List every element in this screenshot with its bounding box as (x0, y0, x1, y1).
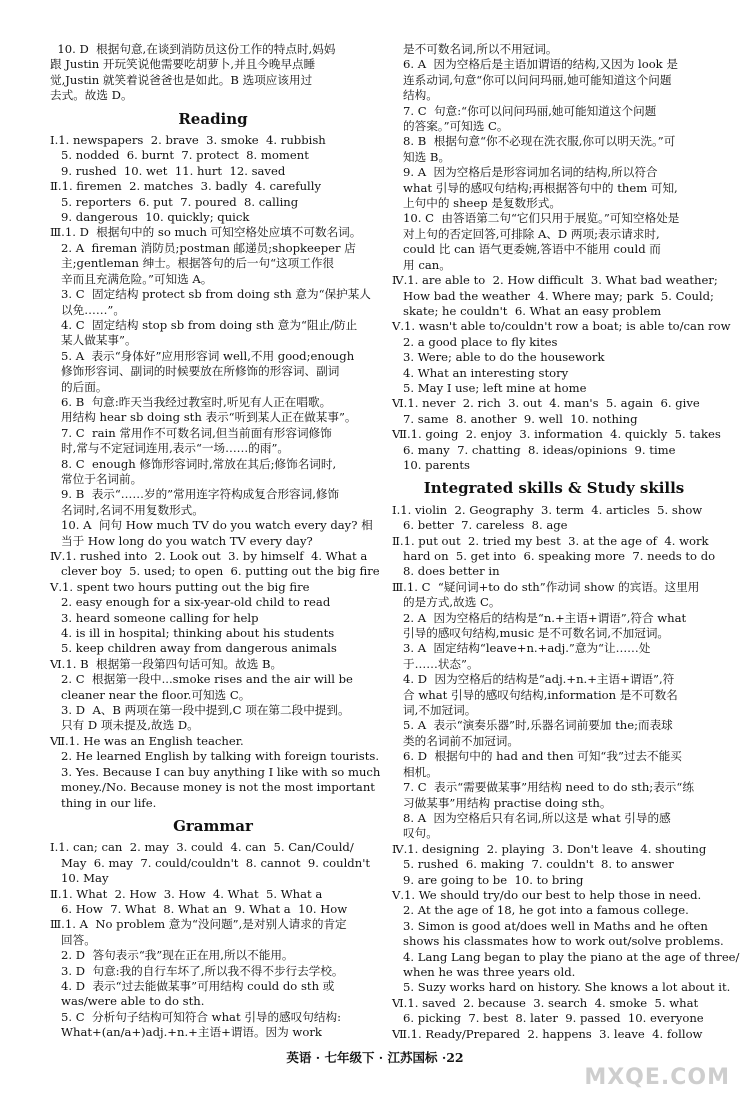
answer-line: what 引导的感叹句结构;再根据答句中的 them 可知, (392, 180, 678, 195)
answer-line: Ⅲ.1. C “疑问词+to do sth”作动词 show 的宾语。这里用 (392, 579, 700, 594)
answer-line: 2. A fireman 消防员;postman 邮递员;shopkeeper 店 (50, 240, 356, 255)
answer-line: shows his classmates how to work out/solve problems. (392, 934, 724, 949)
answer-line: Ⅵ.1. never 2. rich 3. out 4. man's 5. again 6. give (392, 396, 700, 411)
answer-line: 5. A 表示“演奏乐器”时,乐器名词前要加 the;而表球 (392, 718, 673, 733)
answer-line: 是不可数名词,所以不用冠词。 (392, 42, 558, 56)
answer-line: 修饰形容词、副词的时候要放在所修饰的形容词、副词 (50, 364, 340, 379)
answer-line: 词,不加冠词。 (392, 703, 477, 718)
left-column (50, 42, 381, 1041)
answer-line: 5. Suzy works hard on history. She knows a lot about it. (392, 980, 731, 995)
answer-line: could 比 can 语气更委婉,答语中不能用 could 而 (392, 242, 661, 257)
answer-line: 觉,Justin 就笑着说爸爸也是如此。B 选项应该用过 (50, 72, 313, 87)
answer-line: 5. keep children away from dangerous animals (50, 641, 337, 656)
answer-line: 结构。 (392, 88, 438, 103)
answer-line: 6. A 因为空格后是主语加谓语的结构,又因为 look 是 (392, 57, 678, 72)
answer-line: 3. heard someone calling for help (50, 610, 259, 625)
answer-line: 合 what 引导的感叹句结构,information 是不可数名 (392, 687, 678, 702)
answer-line: clever boy 5. used; to open 6. putting out the big fire (50, 564, 380, 579)
answer-line: 9. dangerous 10. quickly; quick (50, 210, 250, 225)
answer-line: when he was three years old. (392, 964, 576, 979)
answer-line: 8. C enough 修饰形容词时,常放在其后;修饰名词时, (50, 456, 337, 471)
answer-line: 名词时,名词不用复数形式。 (50, 502, 204, 517)
answer-line: 6. many 7. chatting 8. ideas/opinions 9. time (392, 442, 676, 457)
answer-line: 6. B 句意:昨天当我经过教室时,听见有人正在唱歌。 (50, 394, 332, 409)
answer-line: May 6. may 7. could/couldn't 8. cannot 9. couldn't (50, 855, 371, 870)
answer-line: 6. D 根据句中的 had and then 可知“我”过去不能买 (392, 749, 682, 764)
answer-line: 习做某事”用结构 practise doing sth。 (392, 795, 612, 810)
answer-line: How bad the weather 4. Where may; park 5. Could; (392, 288, 714, 303)
answer-line: Ⅴ.1. wasn't able to/couldn't row a boat; is able to/can row (392, 319, 731, 334)
answer-line: 3. D A、B 两项在第一段中提到,C 项在第二段中提到。 (50, 703, 350, 718)
answer-line: Ⅰ.1. violin 2. Geography 3. term 4. articles 5. show (392, 502, 703, 517)
answer-line: 的后面。 (50, 379, 108, 394)
answer-line: Ⅱ.1. What 2. How 3. How 4. What 5. What a (50, 886, 323, 901)
answer-line: Ⅴ.1. We should try/do our best to help those in need. (392, 887, 702, 902)
answer-line: 8. B 根据句意“你不必现在洗衣服,你可以明天洗。”可 (392, 134, 676, 149)
answer-line: 10. May (50, 871, 109, 886)
answer-line: 5. C 分析句子结构可知符合 what 引导的感叹句结构: (50, 1009, 341, 1024)
answer-line: 用 can。 (392, 257, 451, 272)
answer-line: 辛而且充满危险。”可知选 A。 (50, 271, 213, 286)
answer-line: 2. He learned English by talking with foreign tourists. (50, 749, 380, 764)
answer-line: 当于 How long do you watch TV every day? (50, 533, 313, 548)
answer-line: 5. A 表示“身体好”应用形容词 well,不用 good;enough (50, 348, 355, 363)
answer-line: 7. same 8. another 9. well 10. nothing (392, 411, 638, 426)
answer-line: 9. A 因为空格后是形容词加名词的结构,所以符合 (392, 165, 658, 180)
answer-line: What+(an/a+)adj.+n.+主语+谓语。因为 work (50, 1025, 322, 1040)
answer-line: 连系动词,句意“你可以问问玛丽,她可能知道这个问题 (392, 72, 672, 87)
answer-line: 知选 B。 (392, 149, 451, 164)
answer-line: 常位于名词前。 (50, 471, 143, 486)
answer-line: 7. C 表示“需要做某事”用结构 need to do sth;表示“练 (392, 780, 694, 795)
answer-line: 4. D 表示“过去能做某事”可用结构 could do sth 或 (50, 978, 335, 993)
answer-line: 10. C 由答语第二句“它们只用于展览。”可知空格处是 (392, 211, 680, 226)
answer-line: Ⅵ.1. saved 2. because 3. search 4. smoke 5. what (392, 995, 699, 1010)
answer-line: 5. nodded 6. burnt 7. protect 8. moment (50, 148, 309, 163)
answer-line: 2. easy enough for a six-year-old child to read (50, 595, 331, 610)
answer-line: Ⅰ.1. can; can 2. may 3. could 4. can 5. Can/Could/ (50, 840, 354, 855)
answer-line: 时,常与不定冠词连用,表示“一场……的雨”。 (50, 441, 289, 456)
answer-line: hard on 5. get into 6. speaking more 7. needs to do (392, 549, 716, 563)
answer-line: 9. rushed 10. wet 11. hurt 12. saved (50, 163, 286, 178)
answer-line: 4. D 因为空格后的结构是“adj.+n.+主语+谓语”,符 (392, 672, 675, 687)
answer-line: 去式。故选 D。 (50, 88, 133, 103)
answer-line: 上句中的 sheep 是复数形式。 (392, 196, 561, 211)
answer-line: skate; he couldn't 6. What an easy problem (392, 303, 662, 318)
answer-line: thing in our life. (50, 795, 157, 810)
answer-line: Ⅰ.1. newspapers 2. brave 3. smoke 4. rubbish (50, 133, 326, 148)
answer-line: 2. At the age of 18, he got into a famous college. (392, 903, 689, 918)
grammar-answers (50, 840, 376, 1040)
answer-line: 相机。 (392, 764, 438, 779)
answer-line: Ⅵ.1. B 根据第一段第四句话可知。故选 B。 (50, 656, 283, 671)
answer-line: Ⅲ.1. D 根据句中的 so much 可知空格处应填不可数名词。 (50, 225, 362, 240)
answer-line: 5. reporters 6. put 7. poured 8. calling (50, 194, 299, 209)
answer-line: cleaner near the floor.可知选 C。 (50, 687, 251, 702)
answer-line: Ⅳ.1. are able to 2. How difficult 3. What bad weather; (392, 273, 718, 288)
answer-line: money./No. Because money is not the most important (50, 780, 375, 795)
answer-line: 类的名词前不加冠词。 (392, 733, 519, 748)
answer-line: 的是方式,故选 C。 (392, 595, 501, 610)
answer-line: Ⅶ.1. Ready/Prepared 2. happens 3. leave 4. follow (392, 1026, 703, 1041)
integrated-skills-answers (392, 502, 740, 1042)
answer-line: 某人做某事”。 (50, 333, 137, 348)
reading-answers (50, 133, 381, 811)
answer-line: 回答。 (50, 932, 96, 947)
answer-line: Ⅳ.1. rushed into 2. Look out 3. by himself 4. What a (50, 549, 368, 563)
answer-line: 对上句的否定回答,可排除 A、D 两项;表示请求时, (392, 226, 660, 241)
site-watermark: MXQE.COM (584, 1064, 730, 1090)
answer-line: Ⅱ.1. put out 2. tried my best 3. at the age of 4. work (392, 533, 709, 548)
answer-line: 7. C 句意:“你可以问问玛丽,她可能知道这个问题 (392, 103, 657, 118)
answer-line: 主;gentleman 绅士。根据答句的后一句“这项工作很 (50, 256, 335, 271)
answer-line: 以免……”。 (50, 302, 125, 317)
answer-line: 只有 D 项未提及,故选 D。 (50, 718, 199, 733)
answer-line: Ⅶ.1. going 2. enjoy 3. information 4. quickly 5. takes (392, 427, 721, 442)
answer-line: 2. C 根据第一段中...smoke rises and the air will be (50, 672, 353, 687)
answer-line: 跟 Justin 开玩笑说他需要吃胡萝卜,并且今晚早点睡 (50, 57, 316, 72)
answer-line: 10. parents (392, 457, 470, 472)
answer-line: 3. D 句意:我的自行车坏了,所以我不得不步行去学校。 (50, 963, 344, 978)
answer-line: 7. C rain 常用作不可数名词,但当前面有形容词修饰 (50, 425, 332, 440)
reading-heading: Reading (178, 109, 248, 128)
right-column (392, 42, 740, 1042)
answer-line: 10. A 问句 How much TV do you watch every day? 相 (50, 518, 373, 533)
answer-line: 6. picking 7. best 8. later 9. passed 10. everyone (392, 1011, 704, 1026)
answer-line: 5. rushed 6. making 7. couldn't 8. to answer (392, 857, 674, 872)
integrated-skills-heading: Integrated skills & Study skills (423, 479, 685, 498)
intro-answer-block (50, 42, 376, 104)
answer-line: Ⅶ.1. He was an English teacher. (50, 733, 244, 748)
answer-line: 4. What an interesting story (392, 365, 569, 380)
answer-line: Ⅳ.1. designing 2. playing 3. Don't leave 4. shouting (392, 841, 707, 856)
answer-line: 9. B 表示“……岁的”常用连字符构成复合形容词,修饰 (50, 487, 340, 502)
grammar-answers-continued (392, 42, 731, 473)
answer-line: 8. does better in (392, 564, 500, 579)
answer-line: 4. is ill in hospital; thinking about his students (50, 626, 335, 641)
answer-line: 4. Lang Lang began to play the piano at the age of three/ (392, 949, 740, 964)
answer-line: 10. D 根据句意,在谈到消防员这份工作的特点时,妈妈 (50, 42, 336, 56)
answer-line: 2. a good place to fly kites (392, 334, 558, 349)
answer-line: Ⅲ.1. A No problem 意为“没问题”,是对别人请求的肯定 (50, 917, 347, 932)
answer-line: 2. D 答句表示“我”现在正在用,所以不能用。 (50, 948, 294, 963)
answer-line: 4. C 固定结构 stop sb from doing sth 意为“阻止/防止 (50, 317, 358, 332)
answer-line: 9. are going to be 10. to bring (392, 872, 584, 887)
answer-line: Ⅱ.1. firemen 2. matches 3. badly 4. carefully (50, 179, 322, 194)
answer-line: 引导的感叹句结构,music 是不可数名词,不加冠词。 (392, 626, 670, 641)
answer-line: 3. Were; able to do the housework (392, 350, 605, 365)
answer-line: was/were able to do sth. (50, 994, 205, 1009)
answer-line: 3. A 固定结构“leave+n.+adj.”意为“让……处 (392, 641, 651, 656)
answer-line: 6. How 7. What 8. What an 9. What a 10. How (50, 901, 348, 916)
answer-line: 6. better 7. careless 8. age (392, 518, 568, 533)
answer-line: 3. C 固定结构 protect sb from doing sth 意为“保护某人 (50, 287, 371, 302)
grammar-heading: Grammar (173, 816, 253, 835)
answer-line: 8. A 因为空格后只有名词,所以这是 what 引导的感 (392, 810, 671, 825)
answer-line: 的答案。”可知选 C。 (392, 119, 509, 134)
answer-line: 3. Yes. Because I can buy anything I like with so much (50, 764, 381, 779)
answer-line: 2. A 因为空格后的结构是“n.+主语+谓语”,符合 what (392, 610, 687, 625)
answer-line: 用结构 hear sb doing sth 表示“听到某人正在做某事”。 (50, 410, 357, 425)
answer-line: 5. May I use; left mine at home (392, 380, 587, 395)
answer-line: 3. Simon is good at/does well in Maths and he often (392, 918, 708, 933)
answer-line: 叹句。 (392, 826, 438, 841)
answer-line: 于……状态”。 (392, 656, 479, 671)
page-footer: 英语 · 七年级下 · 江苏国标 ·22 (286, 1050, 464, 1065)
answer-line: Ⅴ.1. spent two hours putting out the big fire (50, 579, 310, 594)
